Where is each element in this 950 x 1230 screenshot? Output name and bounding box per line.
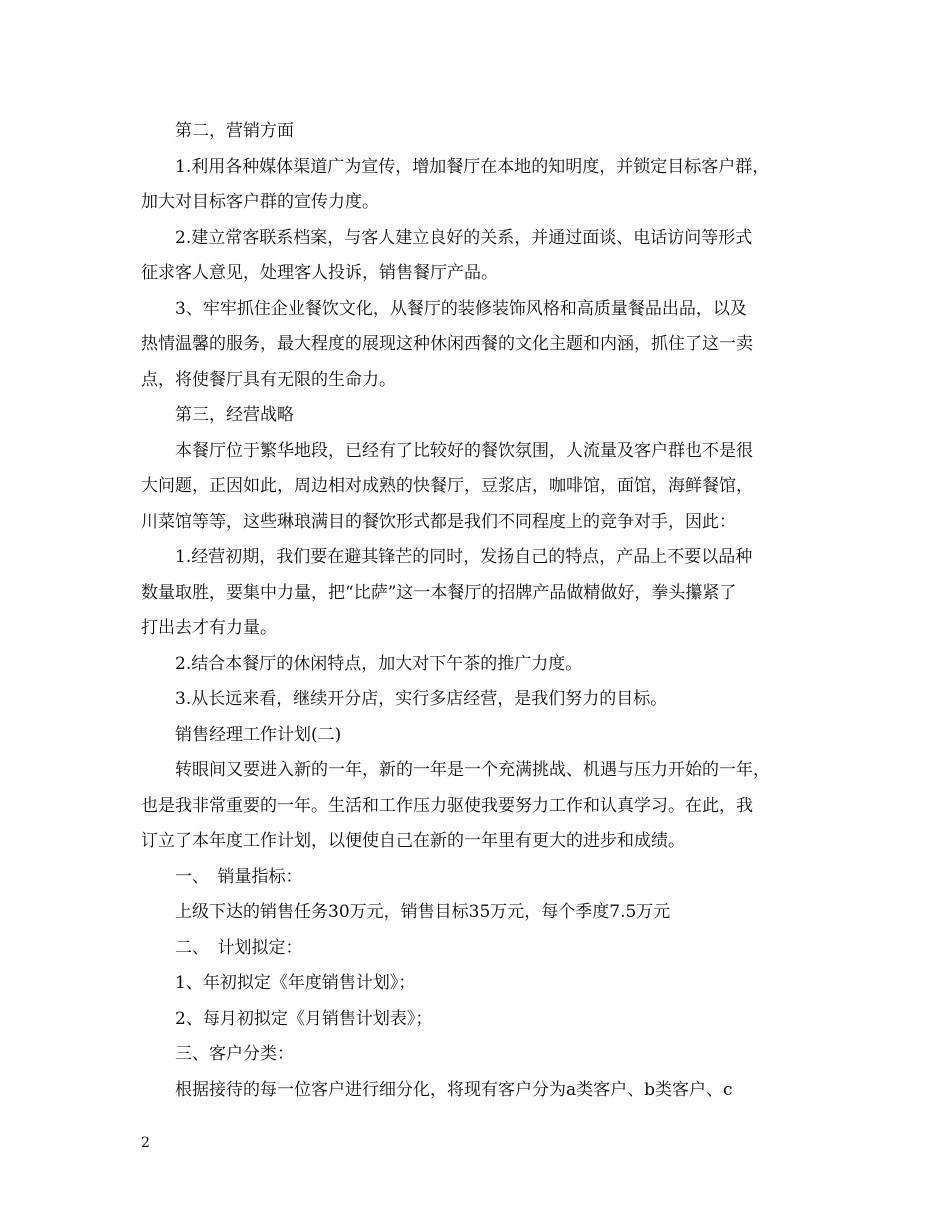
text-line: 征求客人意见，处理客人投诉，销售餐厅产品。 [141,263,498,283]
text-line: 热情温馨的服务，最大程度的展现这种休闲西餐的文化主题和内涵，抓住了这一卖 [141,334,753,354]
text-line: 本餐厅位于繁华地段，已经有了比较好的餐饮氛围，人流量及客户群也不是很 [175,440,753,461]
text-line: 一、 销量指标： [175,866,303,887]
text-line: 2.建立常客联系档案，与客人建立良好的关系，并通过面谈、电话访问等形式 [175,227,753,248]
text-line: 二、 计划拟定： [175,937,303,958]
text-line: 根据接待的每一位客户进行细分化，将现有客户分为a类客户、b类客户、c [175,1079,733,1100]
text-line: 数量取胜，要集中力量，把“比萨”这一本餐厅的招牌产品做精做好，拳头攥紧了 [141,582,737,603]
text-line: 1、年初拟定《年度销售计划》； [175,973,416,993]
text-line: 三、客户分类： [175,1044,294,1064]
text-line: 1.利用各种媒体渠道广为宣传，增加餐厅在本地的知明度，并锁定目标客户群， [175,156,770,177]
text-line: 订立了本年度工作计划，以便使自己在新的一年里有更大的进步和成绩。 [141,831,685,851]
text-line: 第三，经营战略 [175,405,294,425]
text-line: 1.经营初期，我们要在避其锋芒的同时，发扬自己的特点，产品上不要以品种 [175,547,753,567]
document-body [141,114,813,1108]
text-line: 转眼间又要进入新的一年，新的一年是一个充满挑战、机遇与压力开始的一年， [175,760,770,780]
text-line: 第二，营销方面 [175,121,294,141]
text-line: 3.从长远来看，继续开分店，实行多店经营，是我们努力的目标。 [175,689,668,709]
text-line: 上级下达的销售任务30万元，销售目标35万元，每个季度7.5万元 [175,902,671,922]
text-line: 川菜馆等等，这些琳琅满目的餐饮形式都是我们不同程度上的竞争对手，因此： [141,511,736,532]
text-line: 大问题，正因如此，周边相对成熟的快餐厅，豆浆店，咖啡馆，面馆，海鲜餐馆， [141,476,753,496]
page-number: 2 [141,1135,150,1151]
text-line: 点，将使餐厅具有无限的生命力。 [141,369,396,390]
text-line: 3、牢牢抓住企业餐饮文化，从餐厅的装修装饰风格和高质量餐品出品，以及 [175,298,747,319]
text-line: 销售经理工作计划(二) [175,724,342,745]
text-line: 打出去才有力量。 [141,618,277,638]
text-line: 2、每月初拟定《月销售计划表》； [175,1008,433,1029]
text-line: 2.结合本餐厅的休闲特点，加大对下午茶的推广力度。 [175,653,583,674]
text-line: 也是我非常重要的一年。生活和工作压力驱使我要努力工作和认真学习。在此，我 [141,795,753,816]
text-line: 加大对目标客户群的宣传力度。 [141,192,379,212]
